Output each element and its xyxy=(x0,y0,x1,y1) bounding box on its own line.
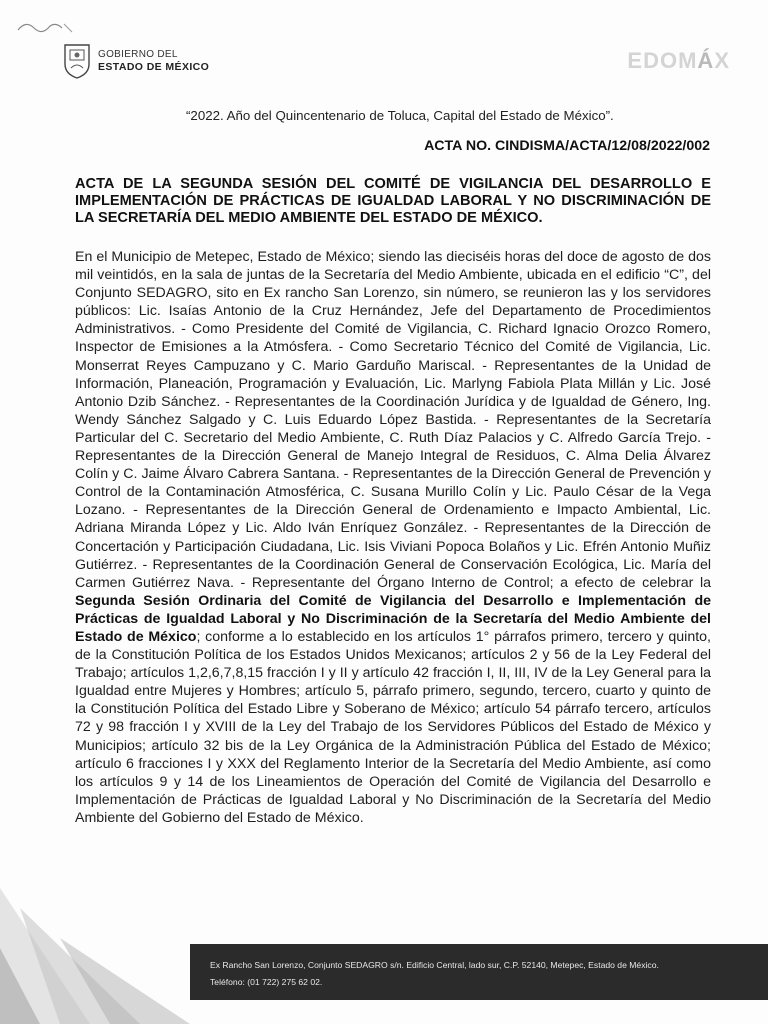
footer-phone: Teléfono: (01 722) 275 62 02. xyxy=(210,977,323,987)
state-coat-of-arms-icon xyxy=(62,42,92,80)
brand-left: EDOM xyxy=(627,48,698,73)
footer-address: Ex Rancho San Lorenzo, Conjunto SEDAGRO s/n. Edificio Central, lado sur, C.P. 52140, Metepec, Estado de México. xyxy=(210,960,659,970)
edomex-brand xyxy=(627,48,730,74)
footer-bar xyxy=(190,944,768,1000)
year-motto: “2022. Año del Quincentenario de Toluca, Capital del Estado de México”. xyxy=(186,108,614,123)
document-body xyxy=(75,248,711,827)
decorative-triangles xyxy=(0,868,200,1024)
body-bold-session: Segunda Sesión Ordinaria del Comité de Vigilancia del Desarrollo e Implementación de Prácticas de Igualdad Laboral y No Discriminación de la Secretaría del Medio Ambiente del Estado de México xyxy=(75,592,711,645)
acta-number: ACTA NO. CINDISMA/ACTA/12/08/2022/002 xyxy=(424,138,710,154)
government-line-1: GOBIERNO DEL xyxy=(98,49,178,60)
body-text-2: ; conforme a lo establecido en los artículos 1° párrafos primero, tercero y quinto, de la Constitución Política de los Estados Unidos Mexicanos; artículos 2 y 56 de la Ley Federal del Trabajo; artículos 1,2,6,7,8,15 fracción I y II y artículo 42 fracción I, II, III, IV de la Ley General para la Igualdad entre Mujeres y Hombres; artículo 5, párrafo primero, segundo, tercero, cuarto y quinto de la Constitución Política del Estado Libre y Soberano de México; artículo 54 párrafo tercero, artículos 72 y 98 fracción I y XVIII de la Ley del Trabajo de los Servidores Públicos del Estado de México y Municipios; artículo 32 bis de la Ley Orgánica de la Administración Pública del Estado de México; artículo 6 fracciones I y XXX del Reglamento Interior de la Secretaría del Medio Ambiente, así como los artículos 9 y 14 de los Lineamientos de Operación del Comité de Vigilancia del Desarrollo e Implementación de Prácticas de Igualdad Laboral y No Discriminación de la Secretaría del Medio Ambiente del Gobierno del Estado de México. xyxy=(75,628,711,826)
document-title: ACTA DE LA SEGUNDA SESIÓN DEL COMITÉ DE VIGILANCIA DEL DESARROLLO E IMPLEMENTACIÓN DE PRÁCTICAS DE IGUALDAD LABORAL Y NO DISCRIMINACIÓN DE LA SECRETARÍA DEL MEDIO AMBIENTE DEL ESTADO DE MÉXICO. xyxy=(75,176,711,227)
body-text-1: En el Municipio de Metepec, Estado de México; siendo las dieciséis horas del doce de agosto de dos mil veintidós, en la sala de juntas de la Secretaría del Medio Ambiente, ubicada en el edificio “C”, del Conjunto SEDAGRO, sito en Ex rancho San Lorenzo, sin número, se reunieron las y los servidores públicos: Lic. Isaías Antonio de la Cruz Hernández, Jefe del Departamento de Procedimientos Administrativos. - Como Presidente del Comité de Vigilancia, C. Richard Ignacio Orozco Romero, Inspector de Emisiones a la Atmósfera. - Como Secretario Técnico del Comité de Vigilancia, Lic. Monserrat Reyes Campuzano y C. Mario Garduño Mariscal. - Representantes de la Unidad de Información, Planeación, Programación y Evaluación, Lic. Marlyng Fabiola Plata Millán y Lic. José Antonio Dzib Sánchez. - Representantes de la Coordinación Jurídica y de Igualdad de Género, Ing. Wendy Sánchez Salgado y C. Luis Eduardo López Bastida. - Representantes de la Secretaría Particular del C. Secretario del Medio Ambiente, C. Ruth Díaz Palacios y C. Alfredo García Trejo. - Representantes de la Dirección General de Manejo Integral de Residuos, C. Alma Delia Álvarez Colín y C. Jaime Álvaro Cabrera Santana. - Representantes de la Dirección General de Prevención y Control de la Contaminación Atmosférica, C. Susana Murillo Colín y Lic. Paulo César de la Vega Lozano. - Representantes de la Dirección General de Ordenamiento e Impacto Ambiental, Lic. Adriana Miranda López y Lic. Aldo Iván Enríquez González. - Representantes de la Dirección de Concertación y Participación Ciudadana, Lic. Isis Viviani Popoca Bolaños y Lic. Efrén Antonio Muñiz Gutiérrez. - Representantes de la Coordinación General de Conservación Ecológica, Lic. María del Carmen Gutiérrez Nava. - Representante del Órgano Interno de Control; a efecto de celebrar la xyxy=(75,249,711,591)
brand-right: X xyxy=(714,48,730,73)
government-logo xyxy=(62,42,209,80)
government-line-2: ESTADO DE MÉXICO xyxy=(98,61,210,73)
handwritten-mark xyxy=(16,14,76,38)
brand-accent: Á xyxy=(697,48,715,73)
